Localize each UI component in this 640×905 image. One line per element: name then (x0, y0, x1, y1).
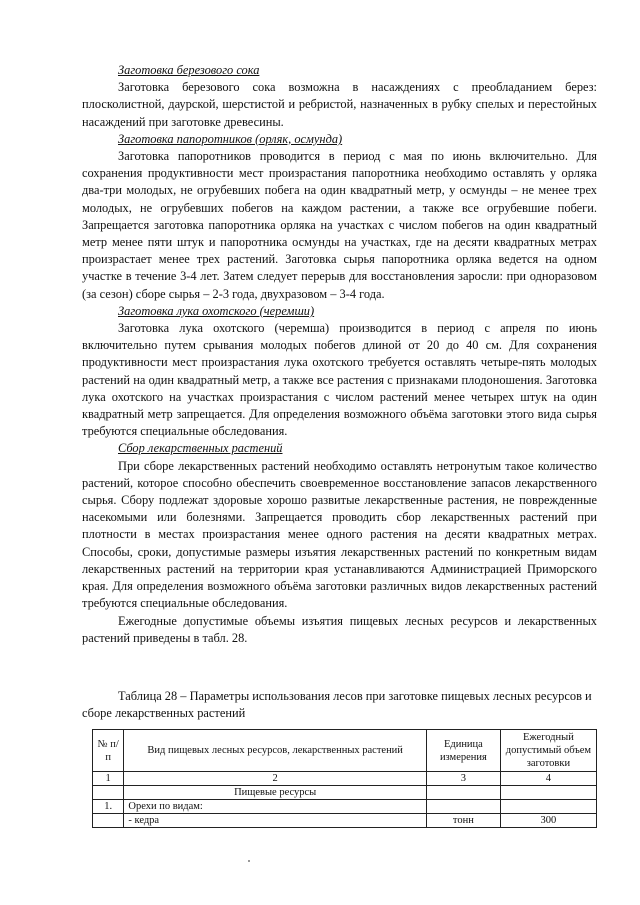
section-row-spacer-unit (426, 786, 500, 800)
table-header-row (93, 730, 597, 772)
table-group-row (93, 800, 597, 814)
group-row-unit (426, 800, 500, 814)
body-text (82, 62, 597, 647)
header-annual-volume: Ежегодный допустимый объем заготовки (500, 730, 596, 772)
section-row-spacer-value (500, 786, 596, 800)
paragraph-ferns: Заготовка папоротников проводится в период с мая по июнь включительно. Для сохранения продуктивности мест произрастания папоротника необходимо оставлять у орляка два-три молодых, не огрубевших побега на один квадратный метр, у осмунды – не менее трех молодых, не огрубевших побегов на каждом растении, а также все огрубевшие побеги. Запрещается заготовка папоротника орляка на участках с числом побегов на один квадратный метр менее пяти штук и папоротника осмунды на участках, где на десяти квадратных метрах произрастает менее трех растений. Заготовка сырья папоротника орляка ведется на одном участке в течение 3-4 лет. Затем следует перерыв для восстановления заросли: при одноразовом (за сезон) сборе сырья – 2-3 года, двухразовом – 3-4 года. (82, 149, 597, 301)
row-value: 300 (500, 814, 596, 828)
group-row-name: Орехи по видам: (124, 800, 427, 814)
section-heading-medicinal: Сбор лекарственных растений (118, 441, 283, 456)
parameters-table (92, 729, 597, 828)
table-numbering-row (93, 772, 597, 786)
table-row (93, 814, 597, 828)
header-number: № п/п (93, 730, 124, 772)
table-section-row (93, 786, 597, 800)
column-number-1: 1 (93, 772, 124, 786)
section-heading-ferns: Заготовка папоротников (орляк, осмунда) (118, 131, 343, 146)
column-number-3: 3 (426, 772, 500, 786)
group-row-number: 1. (93, 800, 124, 814)
section-row-label: Пищевые ресурсы (124, 786, 427, 800)
paragraph-table-reference: Ежегодные допустимые объемы изъятия пищевых лесных ресурсов и лекарственных растений приведены в табл. 28. (82, 613, 597, 645)
header-unit: Единица измерения (426, 730, 500, 772)
column-number-4: 4 (500, 772, 596, 786)
header-resource-type: Вид пищевых лесных ресурсов, лекарственных растений (124, 730, 427, 772)
row-unit: тонн (426, 814, 500, 828)
group-row-value (500, 800, 596, 814)
table-caption: Таблица 28 – Параметры использования лесов при заготовке пищевых лесных ресурсов и сборе лекарственных растений (82, 689, 592, 721)
section-heading-wild-onion: Заготовка лука охотского (черемши) (118, 303, 315, 318)
paragraph-wild-onion: Заготовка лука охотского (черемша) производится в период с апреля по июнь включительно путем срывания молодых побегов длиной от 20 до 40 см. Для сохранения продуктивности мест произрастания лука охотского требуется оставлять четыре-пять молодых растений на один квадратный метр, а также все растения с признаками плодоношения. Заготовка лука охотского на участках произрастания с числом растений менее четырех штук на один квадратный метр запрещается. Для определения возможного объёма заготовки этого вида сырья требуются специальные обследования. (82, 321, 597, 439)
scan-speck (248, 860, 250, 862)
row-number (93, 814, 124, 828)
section-heading-birch-sap: Заготовка березового сока (118, 63, 260, 77)
paragraph-birch-sap: Заготовка березового сока возможна в насаждениях с преобладанием берез: плосколистной, даурской, шерстистой и ребристой, назначенных в рубку спелых и перестойных насаждений при заготовке древесины. (82, 80, 597, 129)
section-row-spacer (93, 786, 124, 800)
column-number-2: 2 (124, 772, 427, 786)
row-resource-name: - кедра (124, 814, 427, 828)
paragraph-medicinal: При сборе лекарственных растений необходимо оставлять нетронутым такое количество растений, которое способно обеспечить своевременное восстановление запасов лекарственного сырья. Сбору подлежат здоровые хорошо развитые лекарственные растения, не поврежденные насекомыми или болезнями. Запрещается проводить сбор лекарственных растений при плотности в местах произрастания менее одного растения на десяти квадратных метрах. Способы, сроки, допустимые размеры изъятия лекарственных растений по конкретным видам лекарственных растений на территории края устанавливаются Администрацией Приморского края. Для определения возможного объёма заготовки различных видов лекарственных растений требуются специальные обследования. (82, 458, 597, 611)
